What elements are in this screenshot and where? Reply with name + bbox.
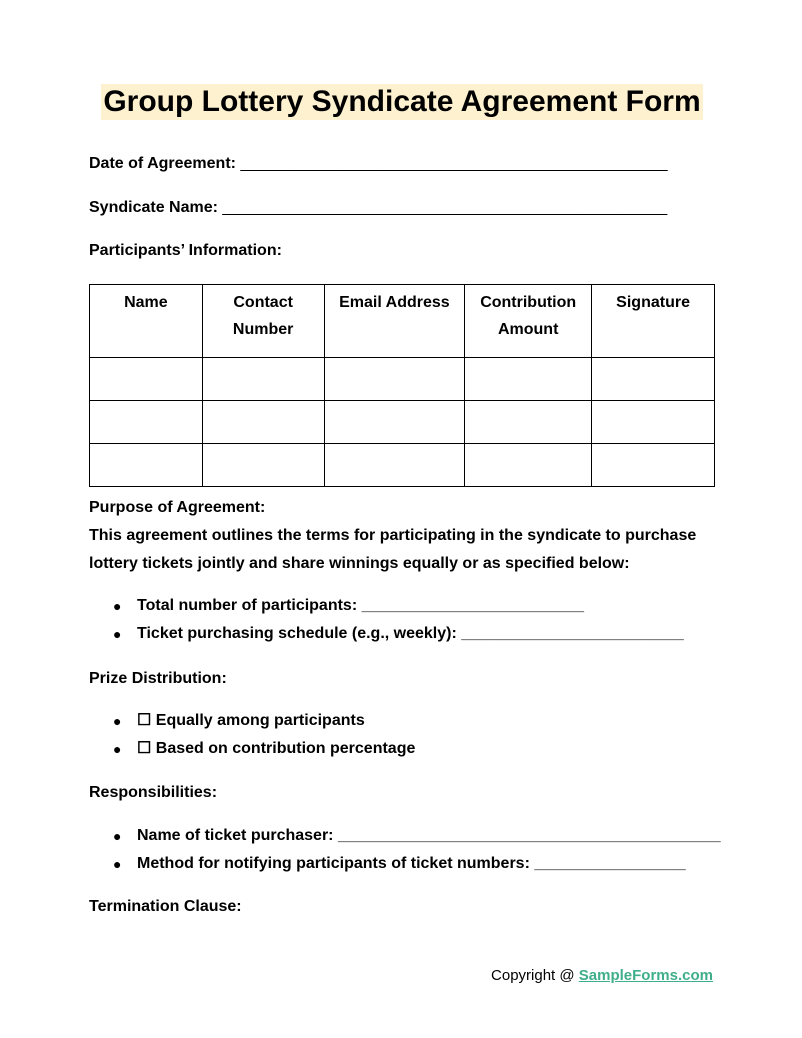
bullet-icon: ● <box>113 741 122 757</box>
list-item <box>89 850 721 878</box>
column-header-contact: Contact Number <box>202 285 324 358</box>
copyright-footer <box>491 966 713 986</box>
prize-list <box>89 707 415 763</box>
column-header-email: Email Address <box>324 285 465 358</box>
prize-option-equal[interactable]: ☐ Equally among participants <box>137 712 365 729</box>
table-row <box>90 444 715 487</box>
purpose-section <box>89 494 715 578</box>
bullet-icon: ● <box>113 598 122 614</box>
list-item <box>89 707 415 735</box>
table-cell[interactable] <box>324 401 465 444</box>
table-cell[interactable] <box>90 444 203 487</box>
copyright-text: Copyright @ <box>491 967 579 984</box>
table-cell[interactable] <box>324 444 465 487</box>
purpose-heading: Purpose of Agreement: <box>89 499 266 516</box>
list-item <box>89 620 684 648</box>
purchase-schedule-item[interactable]: Ticket purchasing schedule (e.g., weekly): _________________________ <box>137 625 684 642</box>
table-cell[interactable] <box>592 444 715 487</box>
table-cell[interactable] <box>324 358 465 401</box>
title-wrap <box>89 84 715 120</box>
table-cell[interactable] <box>592 358 715 401</box>
table-cell[interactable] <box>465 444 592 487</box>
table-cell[interactable] <box>202 444 324 487</box>
purpose-list <box>89 592 684 648</box>
purpose-text: This agreement outlines the terms for participating in the syndicate to purchase lottery tickets jointly and share winnings equally or as specified below: <box>89 527 697 572</box>
table-header-row <box>90 285 715 358</box>
bullet-icon: ● <box>113 713 122 729</box>
table-cell[interactable] <box>465 358 592 401</box>
participants-table <box>89 284 715 487</box>
participants-count-item[interactable]: Total number of participants: _________________________ <box>137 597 585 614</box>
list-item <box>89 822 721 850</box>
table-row <box>90 401 715 444</box>
date-blank[interactable]: ________________________________________________ <box>240 155 668 172</box>
table-cell[interactable] <box>90 358 203 401</box>
date-of-agreement-field <box>89 154 668 174</box>
notification-method-item[interactable]: Method for notifying participants of ticket numbers: _________________ <box>137 855 686 872</box>
prize-option-contribution[interactable]: ☐ Based on contribution percentage <box>137 740 416 757</box>
syndicate-name-field <box>89 198 667 218</box>
list-item <box>89 735 415 763</box>
bullet-icon: ● <box>113 828 122 844</box>
responsibilities-list <box>89 822 721 878</box>
column-header-signature: Signature <box>592 285 715 358</box>
table-cell[interactable] <box>90 401 203 444</box>
date-label: Date of Agreement: <box>89 155 236 172</box>
prize-heading: Prize Distribution: <box>89 670 227 687</box>
table-cell[interactable] <box>592 401 715 444</box>
responsibilities-heading: Responsibilities: <box>89 784 218 801</box>
table-cell[interactable] <box>202 358 324 401</box>
table-cell[interactable] <box>465 401 592 444</box>
bullet-icon: ● <box>113 626 122 642</box>
column-header-name: Name <box>90 285 203 358</box>
bullet-icon: ● <box>113 856 122 872</box>
page-title: Group Lottery Syndicate Agreement Form <box>103 85 701 118</box>
syndicate-blank[interactable]: __________________________________________________ <box>222 199 668 216</box>
brand-link[interactable]: SampleForms.com <box>578 967 713 984</box>
table-row <box>90 358 715 401</box>
list-item <box>89 592 684 620</box>
participants-heading: Participants’ Information: <box>89 242 282 259</box>
termination-heading: Termination Clause: <box>89 898 242 913</box>
syndicate-label: Syndicate Name: <box>89 199 218 216</box>
table-cell[interactable] <box>202 401 324 444</box>
column-header-contribution: Contribution Amount <box>465 285 592 358</box>
ticket-purchaser-item[interactable]: Name of ticket purchaser: ___________________________________________ <box>137 827 721 844</box>
